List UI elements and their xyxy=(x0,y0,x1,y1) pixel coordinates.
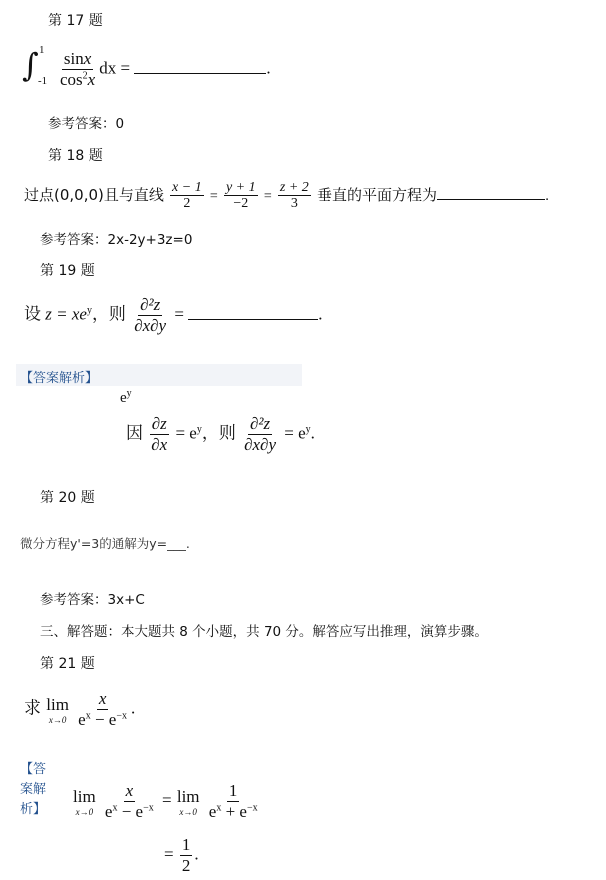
q21-a-result-den: 2 xyxy=(181,855,191,875)
q21-a-f2-den-base: e xyxy=(208,801,217,821)
q20-title: 第 20 题 xyxy=(40,490,95,506)
q18-text-after: 垂直的平面方程为 xyxy=(316,186,437,205)
q21-prefix: 求 xyxy=(24,698,41,719)
q21-analysis-label-line2: 案解 xyxy=(20,782,47,797)
q21-a-result-end: . xyxy=(194,844,199,864)
q17-end: . xyxy=(266,58,271,78)
q19-analysis-end: . xyxy=(310,423,315,443)
q21-analysis-label xyxy=(20,760,46,820)
q21-a-f1-den-base: e xyxy=(104,801,113,821)
q17-den-var: x xyxy=(87,69,96,89)
q19-eq: = xyxy=(174,304,184,324)
q19-analysis-band xyxy=(16,364,302,386)
q17-den-func: cos xyxy=(60,69,83,89)
q21-den-op: − e xyxy=(90,709,117,729)
q18-answer-value: 2x-2y+3z=0 xyxy=(107,232,193,248)
q18-title: 第 18 题 xyxy=(48,148,103,164)
q17-den-exp: 2 xyxy=(82,70,88,82)
q19-analysis-answer xyxy=(120,388,132,407)
q18-f3-num: z + 2 xyxy=(279,180,309,195)
q21-a-lim2-sub: x→0 xyxy=(179,806,197,817)
q18-f2-num: y + 1 xyxy=(225,180,256,195)
q17-integrand xyxy=(56,50,271,89)
q20-answer xyxy=(40,588,145,608)
q17-answer-label: 参考答案： xyxy=(48,116,116,132)
q19-analysis-derivation xyxy=(126,415,315,454)
q19-analysis-prefix: 因 xyxy=(126,423,143,444)
q19-frac-den: ∂x∂y xyxy=(134,315,167,335)
q19-lhs: z = xe xyxy=(45,304,87,324)
integral-lower: -1 xyxy=(38,75,48,87)
q21-a-f2-den-exp2: −x xyxy=(246,802,258,814)
q18-eq1: = xyxy=(209,189,218,205)
q17-answer xyxy=(48,112,124,132)
q21-a-f1-num: x xyxy=(125,781,134,800)
q19-end: . xyxy=(318,304,323,324)
q21-a-f2-den-op: + e xyxy=(221,801,247,821)
q19-analysis-eq1: = e xyxy=(175,423,197,443)
q19-analysis-answer-base: e xyxy=(120,390,127,406)
q19-question xyxy=(24,296,322,335)
q19-analysis-eq1-exp: y xyxy=(196,423,202,435)
q21-a-f2-den-exp1: x xyxy=(216,802,222,814)
q18-end: . xyxy=(544,187,550,205)
q19-analysis-f2-den: ∂x∂y xyxy=(244,434,276,454)
q21-a-result-num: 1 xyxy=(181,835,191,854)
q21-a-result-eq: = xyxy=(164,844,174,864)
integral-upper: 1 xyxy=(39,44,45,56)
q19-frac-num: ∂²z xyxy=(140,295,161,314)
q21-analysis-step1 xyxy=(72,782,262,821)
q21-den-base: e xyxy=(78,709,86,729)
integral-sign: ∫ xyxy=(22,46,39,84)
q18-f1-num: x − 1 xyxy=(172,180,202,195)
q19-analysis-eq2-exp: y xyxy=(305,423,311,435)
q19-analysis-f1-num: ∂z xyxy=(151,414,167,433)
q19-analysis-f1-den: ∂x xyxy=(151,434,168,454)
q19-analysis-label: 【答案解析】 xyxy=(20,371,99,386)
q21-a-f2-num: 1 xyxy=(228,781,238,800)
q21-a-lim2: lim xyxy=(176,786,200,806)
q21-analysis-step2 xyxy=(164,836,199,875)
q21-lim: lim xyxy=(46,694,69,714)
q19-lhs-exp: y xyxy=(86,304,92,316)
q21-a-lim: lim xyxy=(73,786,96,806)
q21-question xyxy=(24,690,135,729)
q17-num-func: sin xyxy=(63,49,84,68)
q19-prefix: 设 xyxy=(24,304,41,325)
q19-mid: ，则 xyxy=(91,304,126,325)
q17-title: 第 17 题 xyxy=(48,13,103,29)
q18-question xyxy=(24,180,549,212)
q21-a-f1-den-exp1: x xyxy=(112,802,118,814)
q21-analysis-label-line3: 析】 xyxy=(20,802,47,817)
q20-question: 微分方程y'=3的通解为y=___. xyxy=(20,536,190,551)
q18-answer xyxy=(40,228,192,248)
q18-answer-label: 参考答案： xyxy=(40,232,108,248)
q21-lim-sub: x→0 xyxy=(48,714,67,725)
q21-den-exp2: −x xyxy=(116,710,127,722)
q21-a-eq: = xyxy=(162,790,172,810)
q21-end: . xyxy=(131,698,136,718)
q17-num-var: x xyxy=(83,49,92,68)
q17-equation xyxy=(22,44,48,92)
q19-title: 第 19 题 xyxy=(40,263,95,279)
q18-eq2: = xyxy=(263,189,272,205)
q19-analysis-mid: ，则 xyxy=(201,423,236,444)
q20-answer-value: 3x+C xyxy=(107,592,145,608)
q21-a-lim-sub: x→0 xyxy=(75,806,94,817)
q17-answer-blank xyxy=(134,73,266,74)
q17-differential: dx xyxy=(99,58,117,78)
q19-analysis-answer-exp: y xyxy=(126,388,132,399)
q19-answer-blank xyxy=(188,319,318,320)
section3-heading: 三、解答题：本大题共 8 个小题，共 70 分。解答应写出推理，演算步骤。 xyxy=(40,624,488,640)
q21-a-f1-den-op: − e xyxy=(117,801,144,821)
q18-f1-den: 2 xyxy=(183,196,191,212)
q18-text-before: 过点(0,0,0)且与直线 xyxy=(24,186,164,205)
q21-analysis-label-line1: 【答 xyxy=(20,762,47,777)
q21-a-f1-den-exp2: −x xyxy=(143,802,154,814)
q19-analysis-f2-num: ∂²z xyxy=(249,414,271,433)
q18-f2-den: −2 xyxy=(233,196,249,212)
q21-den-exp1: x xyxy=(85,710,91,722)
q20-answer-label: 参考答案： xyxy=(40,592,108,608)
q21-num: x xyxy=(98,689,107,708)
q21-title: 第 21 题 xyxy=(40,656,95,672)
q19-analysis-eq2: = e xyxy=(284,423,306,443)
q17-answer-value: 0 xyxy=(115,116,125,132)
q18-answer-blank xyxy=(437,199,545,200)
q18-f3-den: 3 xyxy=(290,196,298,212)
q17-eq: = xyxy=(120,58,131,78)
